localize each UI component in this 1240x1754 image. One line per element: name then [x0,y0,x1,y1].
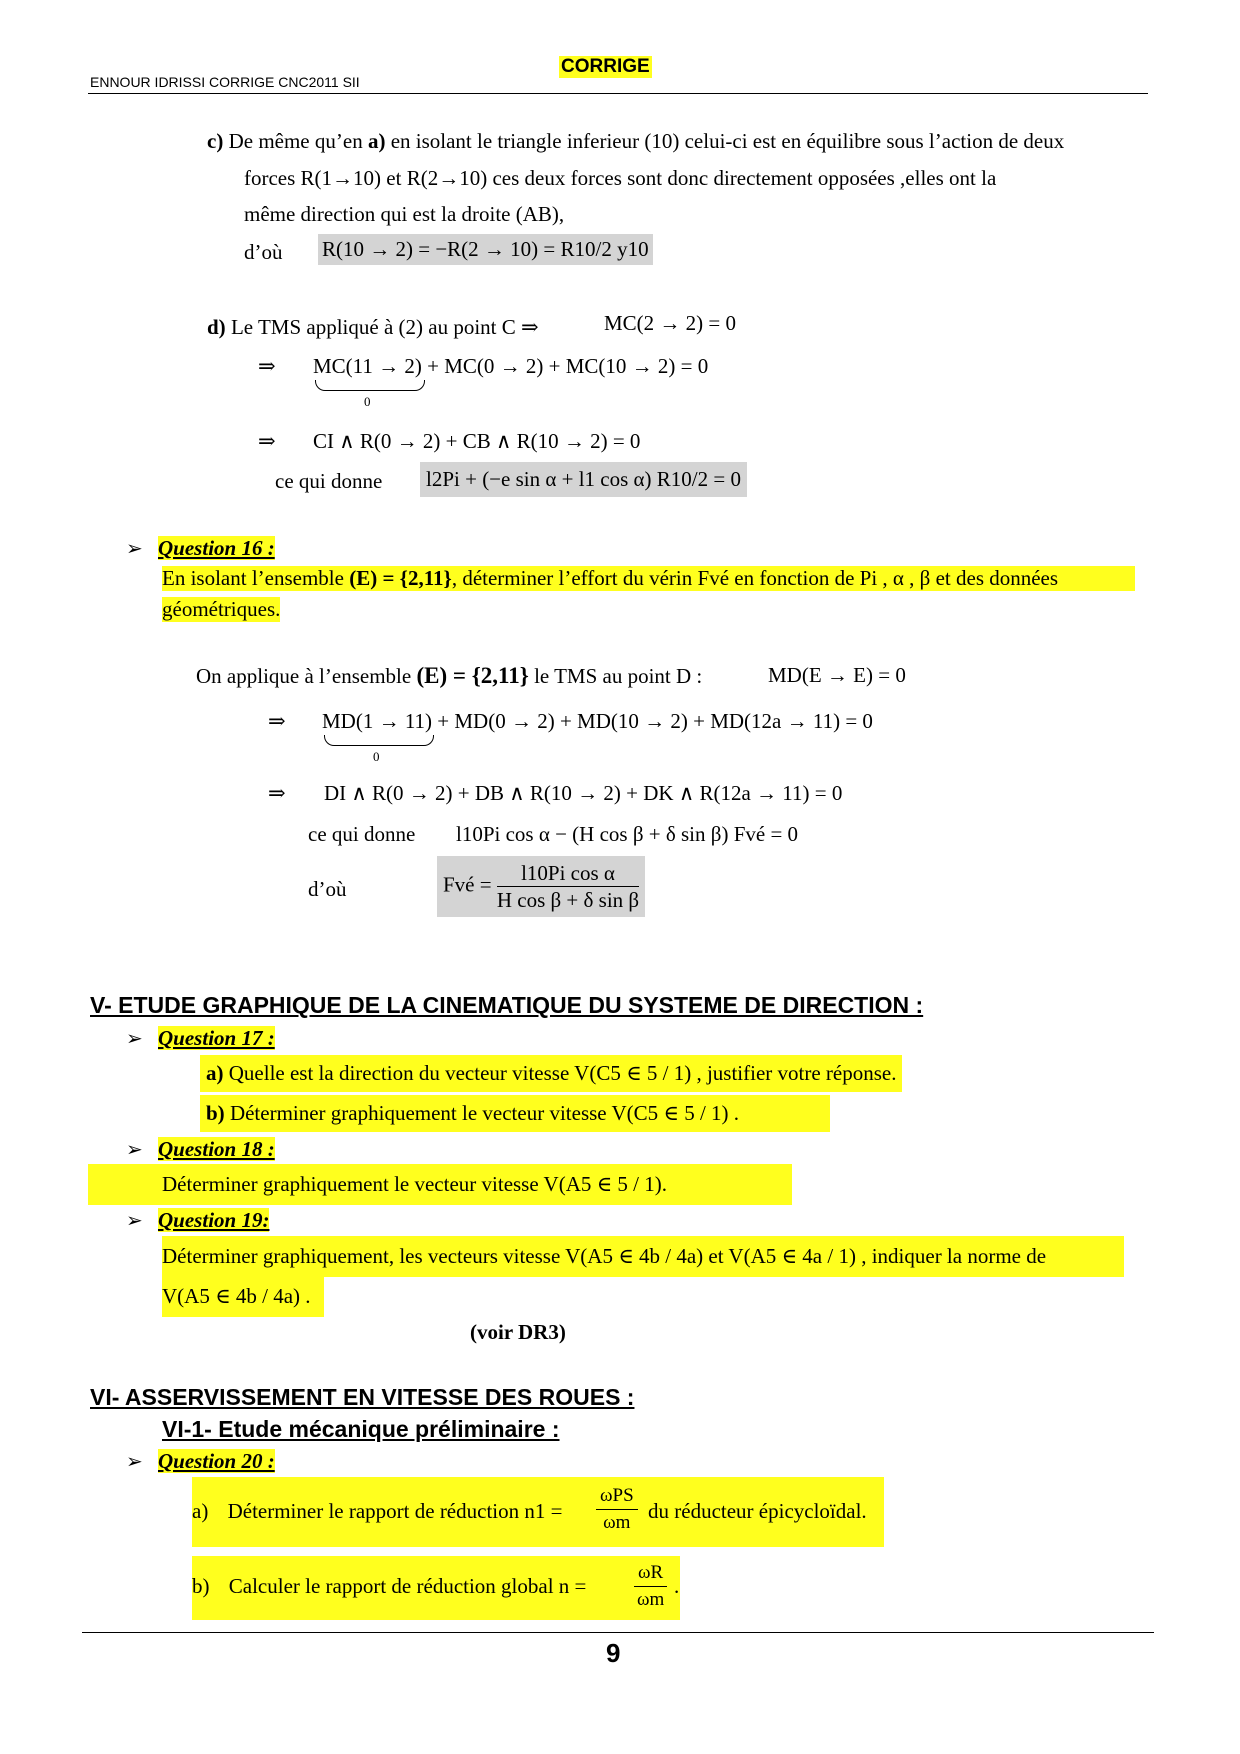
q17-part-a: a) Quelle est la direction du vecteur vitesse V(C5 ∈ 5 / 1) , justifier votre réponse. [200,1055,902,1092]
q16-arrow-icon: ➢ [126,536,143,560]
q20-header: ➢ Question 20 : [126,1449,275,1473]
section-6-1-title: VI-1- Etude mécanique préliminaire : [162,1416,560,1442]
q17-arrow-icon: ➢ [126,1026,143,1050]
q17-part-b: b) Déterminer graphiquement le vecteur vitesse V(C5 ∈ 5 / 1) . [200,1095,830,1132]
q16-apply-line: On applique à l’ensemble (E) = {2,11} le TMS au point D : [196,663,703,688]
page-number: 9 [606,1638,621,1668]
q16-eq2: MD(1 → 11) + MD(0 → 2) + MD(10 → 2) + MD(12a → 11) = 0 [322,709,873,733]
part-d-implies-2: ⇒ [258,429,276,453]
q18-statement: Déterminer graphiquement le vecteur vitesse V(A5 ∈ 5 / 1). [88,1164,792,1205]
part-c-line3: même direction qui est la droite (AB), [244,202,565,226]
section-5-title: V- ETUDE GRAPHIQUE DE LA CINEMATIQUE DU SYSTEME DE DIRECTION : [90,992,924,1018]
q20-arrow-icon: ➢ [126,1449,143,1473]
q16-implies-1: ⇒ [268,709,286,733]
q16-underbrace [324,735,434,746]
q17-header: ➢ Question 17 : [126,1026,275,1050]
q16-result-equation: l10Pi cos α − (H cos β + δ sin β) Fvé = 0 [456,822,799,846]
part-d-underbrace [315,380,425,391]
part-d-result-equation: l2Pi + (−e sin α + l1 cos α) R10/2 = 0 [420,462,747,497]
q19-header: ➢ Question 19: [126,1208,270,1232]
part-c-dou: d’où [244,240,283,264]
part-c-result-equation: R(10 → 2) = −R(2 → 10) = R10/2 y10 [318,234,653,265]
q20-part-b: b) Calculer le rapport de réduction global n = $\frac{\omega R}{\omega m}$ . [192,1556,680,1620]
part-d-line1: d) Le TMS appliqué à (2) au point C ⇒ [207,315,539,339]
q16-ce-qui-donne: ce qui donne [308,822,416,846]
q16-implies-2: ⇒ [268,781,286,805]
q19-arrow-icon: ➢ [126,1208,143,1232]
q19-statement-line1: Déterminer graphiquement, les vecteurs vitesse V(A5 ∈ 4b / 4a) et V(A5 ∈ 4a / 1) , indiquer la norme de [162,1236,1124,1277]
q16-brace-zero: 0 [373,749,380,764]
part-d-eq3: CI ∧ R(0 → 2) + CB ∧ R(10 → 2) = 0 [313,429,641,453]
part-d-eq1: MC(2 → 2) = 0 [604,311,737,335]
q16-eq3: DI ∧ R(0 → 2) + DB ∧ R(10 → 2) + DK ∧ R(12a → 11) = 0 [324,781,843,805]
q16-statement-line1: En isolant l’ensemble (E) = {2,11}, déterminer l’effort du vérin Fvé en fonction de Pi , α , β et des données [162,566,1135,591]
part-c-line2: forces R(1→10) et R(2→10) ces deux forces sont donc directement opposées ,elles ont la [244,166,997,190]
q18-header: ➢ Question 18 : [126,1137,275,1161]
q16-header: ➢ Question 16 : [126,536,275,560]
q16-apply-eq: MD(E → E) = 0 [768,663,906,687]
q16-dou: d’où [308,877,347,901]
q16-statement-line2: géométriques. [162,597,281,621]
footer-rule [82,1632,1154,1633]
part-d-brace-zero: 0 [364,394,371,409]
header-corrige-badge: CORRIGE [561,56,650,77]
header-left-title: ENNOUR IDRISSI CORRIGE CNC2011 SII [90,74,360,90]
part-d-ce-qui-donne: ce qui donne [275,469,383,493]
q16-final-formula: Fvé = $\frac{\text{l10Pi cos α}}{\text{H cos β + δ sin β}}$ [437,856,645,917]
header-rule [88,93,1148,94]
section-6-title: VI- ASSERVISSEMENT EN VITESSE DES ROUES : [90,1384,635,1410]
q20-part-a: a) Déterminer le rapport de réduction n1 = ωPS ωm du réducteur épicycloïdal. [192,1477,884,1547]
part-c-line1: c) De même qu’en a) en isolant le triangle inferieur (10) celui-ci est en équilibre sous l’action de deux [207,129,1065,153]
q19-voir-dr3: (voir DR3) [470,1320,566,1344]
part-d-implies-1: ⇒ [258,354,276,378]
part-d-eq2: MC(11 → 2) + MC(0 → 2) + MC(10 → 2) = 0 [313,354,709,378]
q18-arrow-icon: ➢ [126,1137,143,1161]
q19-statement-line2: V(A5 ∈ 4b / 4a) . [162,1276,324,1317]
